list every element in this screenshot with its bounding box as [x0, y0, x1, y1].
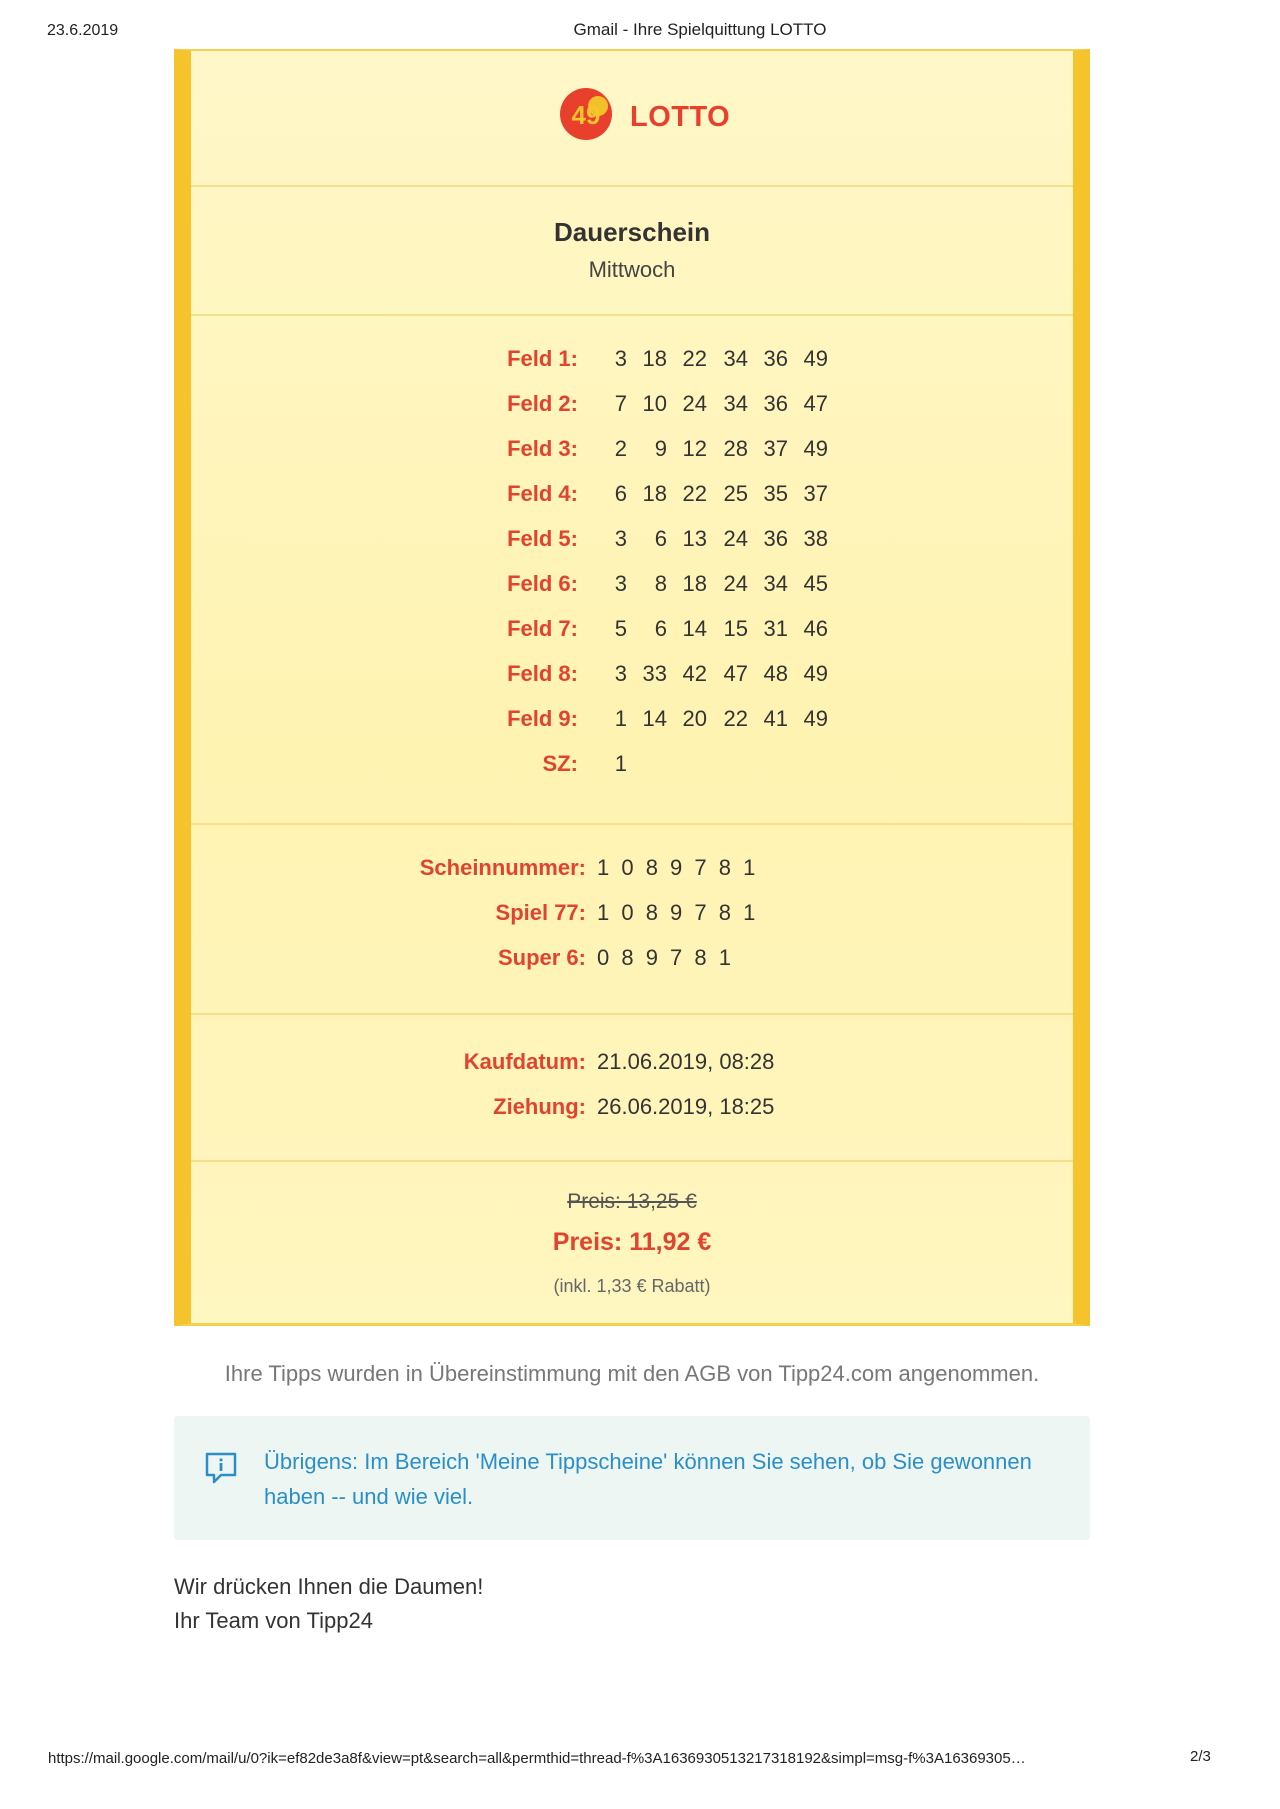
field-number: 18	[642, 481, 667, 506]
field-number: 24	[723, 571, 748, 596]
field-row	[191, 616, 1073, 646]
field-number: 3	[614, 526, 627, 551]
field-label: Feld 4:	[507, 481, 578, 506]
field-number: 35	[763, 481, 788, 506]
field-label: Feld 3:	[507, 436, 578, 461]
number-info-value: 0 8 9 7 8 1	[597, 945, 731, 970]
info-box	[174, 1416, 1090, 1540]
ticket-subtitle: Mittwoch	[588, 257, 676, 282]
field-label: Feld 7:	[507, 616, 578, 641]
field-number: 14	[682, 616, 707, 641]
field-label: Feld 5:	[507, 526, 578, 551]
field-number: 49	[803, 661, 828, 686]
field-number: 15	[723, 616, 748, 641]
field-number: 22	[682, 346, 707, 371]
field-row	[191, 346, 1073, 376]
price-discount-note: (inkl. 1,33 € Rabatt)	[553, 1276, 711, 1296]
field-number: 34	[763, 571, 788, 596]
ticket-dates-section	[191, 1013, 1073, 1162]
field-label: Feld 8:	[507, 661, 578, 686]
info-speech-icon	[204, 1451, 238, 1490]
field-row	[191, 706, 1073, 736]
field-number: 24	[723, 526, 748, 551]
svg-text:49: 49	[571, 100, 601, 130]
field-number: 5	[614, 616, 627, 641]
field-row	[191, 391, 1073, 421]
date-value: 21.06.2019, 08:28	[597, 1049, 775, 1074]
number-info-label: Super 6:	[497, 945, 586, 970]
ticket-title-section	[191, 185, 1073, 316]
field-number: 31	[763, 616, 788, 641]
date-value: 26.06.2019, 18:25	[597, 1094, 775, 1119]
field-number: 6	[654, 526, 667, 551]
field-number: 10	[642, 391, 667, 416]
field-number: 6	[654, 616, 667, 641]
field-number: 22	[723, 706, 748, 731]
field-number: 3	[614, 346, 627, 371]
field-label: Feld 9:	[507, 706, 578, 731]
field-number: 3	[614, 661, 627, 686]
field-number: 48	[763, 661, 788, 686]
closing-line-1: Wir drücken Ihnen die Daumen!	[174, 1574, 484, 1599]
print-title: Gmail - Ihre Spielquittung LOTTO	[573, 20, 827, 39]
field-number: 28	[723, 436, 748, 461]
field-number: 37	[803, 481, 828, 506]
number-info-value: 1 0 8 9 7 8 1	[597, 900, 756, 925]
agb-notice: Ihre Tipps wurden in Übereinstimmung mit den AGB von Tipp24.com angenommen.	[224, 1361, 1040, 1386]
date-label: Ziehung:	[493, 1094, 586, 1119]
field-row	[191, 571, 1073, 601]
field-number: 49	[803, 706, 828, 731]
ticket-price-section	[191, 1160, 1073, 1320]
field-number: 42	[682, 661, 707, 686]
field-number: 47	[803, 391, 828, 416]
field-number: 24	[682, 391, 707, 416]
field-number: 36	[763, 526, 788, 551]
lotto-brand-name: LOTTO	[630, 101, 731, 133]
field-number: 12	[682, 436, 707, 461]
field-row	[191, 481, 1073, 511]
number-info-value: 1 0 8 9 7 8 1	[597, 855, 756, 880]
field-number: 49	[803, 346, 828, 371]
date-label: Kaufdatum:	[463, 1049, 586, 1074]
field-number: 18	[682, 571, 707, 596]
field-number: 22	[682, 481, 707, 506]
number-info-label: Scheinnummer:	[419, 855, 586, 880]
closing-signature: Ihr Team von Tipp24	[174, 1608, 373, 1633]
field-row	[191, 436, 1073, 466]
superzahl-value: 1	[614, 751, 627, 776]
field-number: 8	[654, 571, 667, 596]
footer-page-number: 2/3	[1190, 1748, 1211, 1765]
info-text: Übrigens: Im Bereich 'Meine Tippscheine' können Sie sehen, ob Sie gewonnen haben -- und wie viel.	[264, 1449, 1032, 1509]
field-number: 1	[614, 706, 627, 731]
lotto-49-icon	[558, 84, 618, 144]
ticket-logo-section	[191, 51, 1073, 187]
field-number: 18	[642, 346, 667, 371]
field-number: 14	[642, 706, 667, 731]
field-number: 3	[614, 571, 627, 596]
price-old: Preis: 13,25 €	[567, 1190, 697, 1213]
field-number: 25	[723, 481, 748, 506]
field-number: 37	[763, 436, 788, 461]
field-row	[191, 661, 1073, 691]
print-date: 23.6.2019	[47, 22, 119, 39]
field-number: 13	[682, 526, 707, 551]
number-info-label: Spiel 77:	[495, 900, 586, 925]
ticket-title: Dauerschein	[553, 217, 711, 247]
field-label: Feld 1:	[507, 346, 578, 371]
field-number: 47	[723, 661, 748, 686]
field-label: Feld 2:	[507, 391, 578, 416]
field-number: 36	[763, 391, 788, 416]
ticket-fields-section	[191, 314, 1073, 825]
field-number: 7	[614, 391, 627, 416]
lotto-logo	[558, 84, 758, 144]
field-number: 6	[614, 481, 627, 506]
field-number: 2	[614, 436, 627, 461]
superzahl-label: SZ:	[542, 751, 578, 776]
field-number: 20	[682, 706, 707, 731]
field-number: 34	[723, 346, 748, 371]
field-number: 41	[763, 706, 788, 731]
footer-url[interactable]: https://mail.google.com/mail/u/0?ik=ef82de3a8f&view=pt&search=all&permthid=thread-f%3A1636930513217318192&simpl=msg-f%3A16369305…	[48, 1750, 1026, 1767]
lotto-ticket	[174, 49, 1090, 1326]
field-number: 46	[803, 616, 828, 641]
field-number: 49	[803, 436, 828, 461]
field-label: Feld 6:	[507, 571, 578, 596]
field-number: 38	[803, 526, 828, 551]
field-number: 33	[642, 661, 667, 686]
superzahl-row	[191, 751, 1073, 781]
field-number: 36	[763, 346, 788, 371]
field-number: 9	[654, 436, 667, 461]
price-new: Preis: 11,92 €	[552, 1228, 712, 1256]
field-number: 45	[803, 571, 828, 596]
field-row	[191, 526, 1073, 556]
field-number: 34	[723, 391, 748, 416]
ticket-numbers-section	[191, 823, 1073, 1015]
